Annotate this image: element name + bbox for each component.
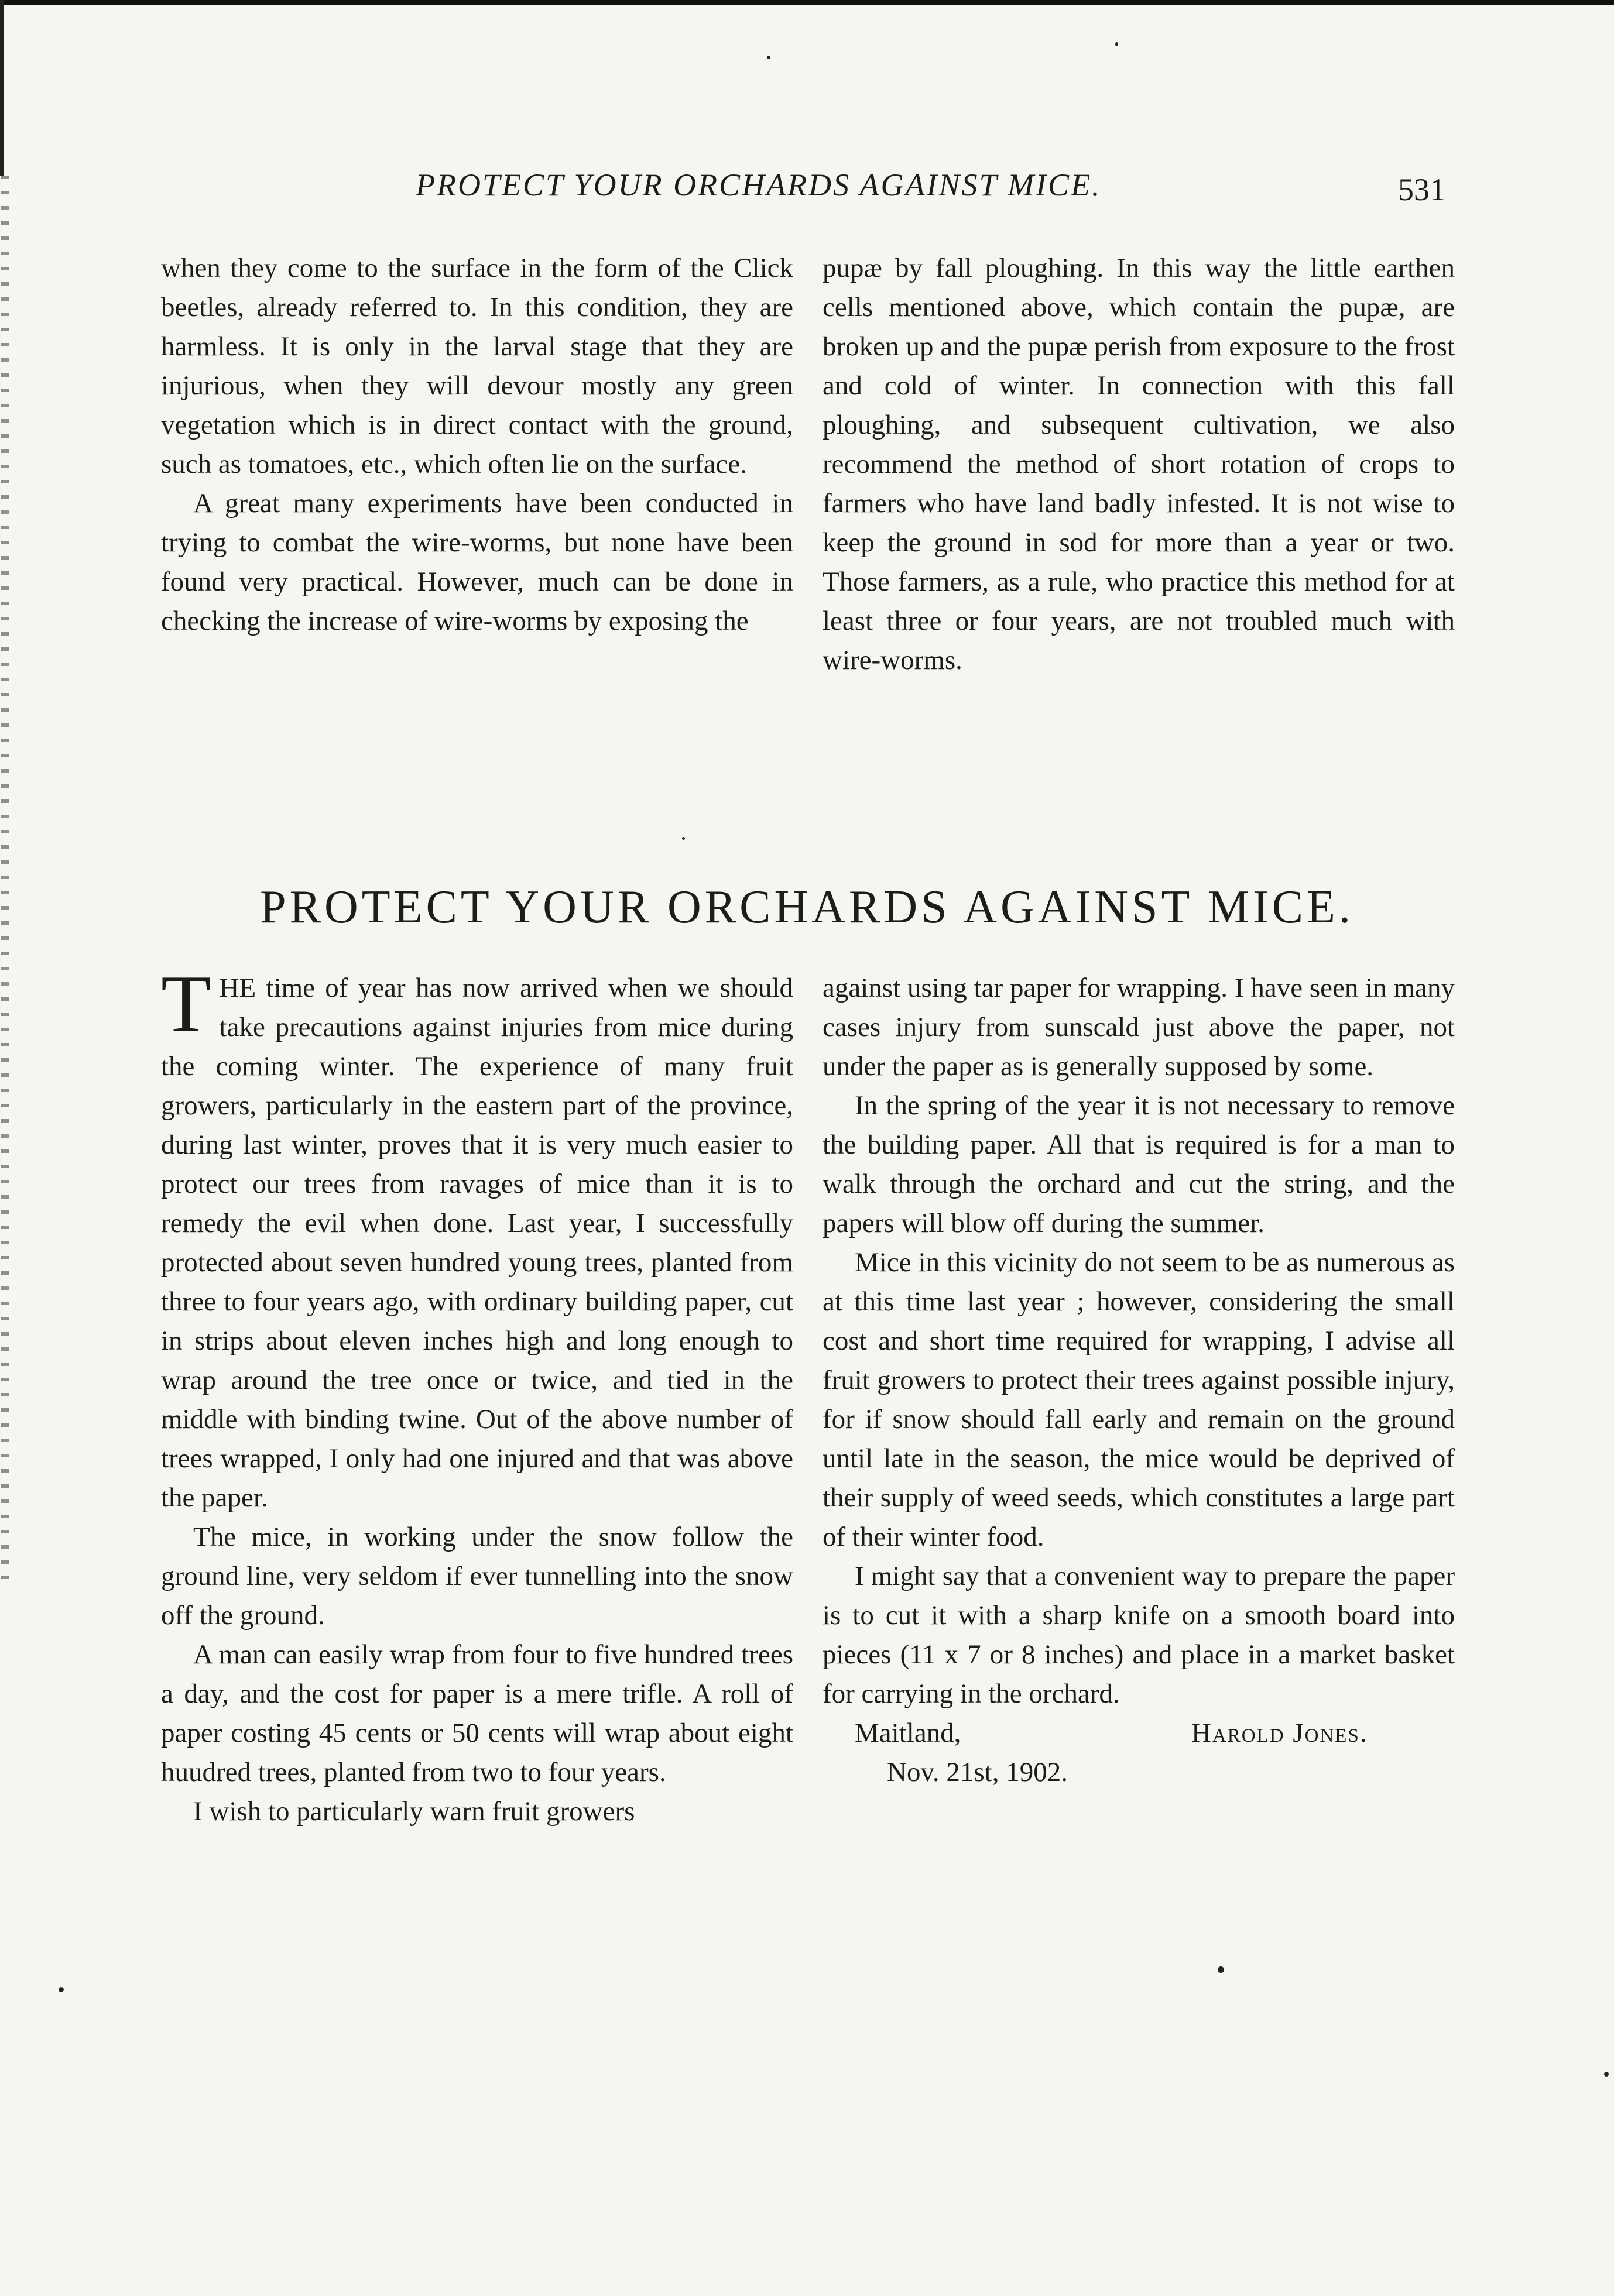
continued-article-right-column xyxy=(823,249,1455,680)
print-speck xyxy=(1218,1966,1224,1973)
body-paragraph: I wish to particularly warn fruit growers xyxy=(193,1796,635,1827)
print-speck xyxy=(1115,42,1118,46)
print-speck xyxy=(59,1987,64,1992)
body-paragraph: In the spring of the year it is not necessary to remove the building paper. All that is required is for a man to walk through the orchard and cut the string, and the papers will blow off during the summer. xyxy=(823,1090,1455,1238)
running-title: PROTECT YOUR ORCHARDS AGAINST MICE. xyxy=(416,167,1102,203)
signature-author: Harold Jones. xyxy=(1191,1718,1368,1748)
article-left-column xyxy=(161,959,793,1831)
print-speck xyxy=(1604,2072,1609,2077)
body-paragraph: against using tar paper for wrapping. I have seen in many cases injury from sunscald just above the paper, not under the paper as is generally supposed by some. xyxy=(823,973,1455,1082)
binding-gutter-marks xyxy=(1,176,9,1580)
drop-cap: T xyxy=(161,959,211,1049)
body-paragraph: when they come to the surface in the form of the Click beetles, already referred to. In this condition, they are harmless. It is only in the larval stage that they are injurious, when they will devour mostly any green vegetation which is in direct contact with the ground, such as tomatoes, etc., which often lie on the surface. xyxy=(161,253,793,479)
signature-date: Nov. 21st, 1902. xyxy=(887,1757,1068,1787)
signature-block xyxy=(823,1714,1455,1792)
body-paragraph: Mice in this vicinity do not seem to be as numerous as at this time last year ; however, considering the small cost and short time required for wrapping, I advise all fruit growers to protect their trees against possible injury, for if snow should fall early and remain on the ground until late in the season, the mice would be deprived of their supply of weed seeds, which constitutes a large part of their winter food. xyxy=(823,1247,1455,1552)
opening-paragraph-text: HE time of year has now arrived when we should take precautions against injuries from mice during the coming winter. The experience of many fruit growers, particularly in the eastern part of the province, during last winter, proves that it is very much easier to protect our trees from ravages of mice than it is to remedy the evil when done. Last year, I successfully protected about seven hundred young trees, planted from three to four years ago, with ordinary building paper, cut in strips about eleven inches high and long enough to wrap around the tree once or twice, and tied in the middle with binding twine. Out of the above number of trees wrapped, I only had one injured and that was above the paper. xyxy=(161,973,793,1513)
page-edge-left xyxy=(0,0,4,176)
opening-paragraph xyxy=(161,959,793,1518)
print-speck xyxy=(767,56,770,59)
body-paragraph: I might say that a convenient way to prepare the paper is to cut it with a sharp knife on a smooth board into pieces (11 x 7 or 8 inches) and place in a market basket for carrying in the orchard. xyxy=(823,1561,1455,1709)
continued-article-left-column xyxy=(161,249,793,641)
page-number: 531 xyxy=(1398,172,1445,207)
body-paragraph: The mice, in working under the snow follow the ground line, very seldom if ever tunnelling into the snow off the ground. xyxy=(161,1522,793,1631)
body-paragraph: pupæ by fall ploughing. In this way the little earthen cells mentioned above, which contain the pupæ, are broken up and the pupæ perish from exposure to the frost and cold of winter. In connection with this fall ploughing, and subsequent cultivation, we also recommend the method of short rotation of crops to farmers who have land badly infested. It is not wise to keep the ground in sod for more than a year or two. Those farmers, as a rule, who practice this method for at least three or four years, are not troubled much with wire-worms. xyxy=(823,253,1455,675)
page-edge-top xyxy=(0,0,1614,5)
article-right-column xyxy=(823,969,1455,1792)
print-speck xyxy=(682,837,685,840)
signature-place: Maitland, xyxy=(855,1718,961,1748)
article-title: PROTECT YOUR ORCHARDS AGAINST MICE. xyxy=(260,881,1354,933)
running-head xyxy=(0,167,1614,214)
body-paragraph: A great many experiments have been conducted in trying to combat the wire-worms, but none have been found very practical. However, much can be done in checking the increase of wire-worms by exposing the xyxy=(161,488,793,636)
body-paragraph: A man can easily wrap from four to five hundred trees a day, and the cost for paper is a mere trifle. A roll of paper costing 45 cents or 50 cents will wrap about eight huudred trees, planted from two to four years. xyxy=(161,1639,793,1787)
